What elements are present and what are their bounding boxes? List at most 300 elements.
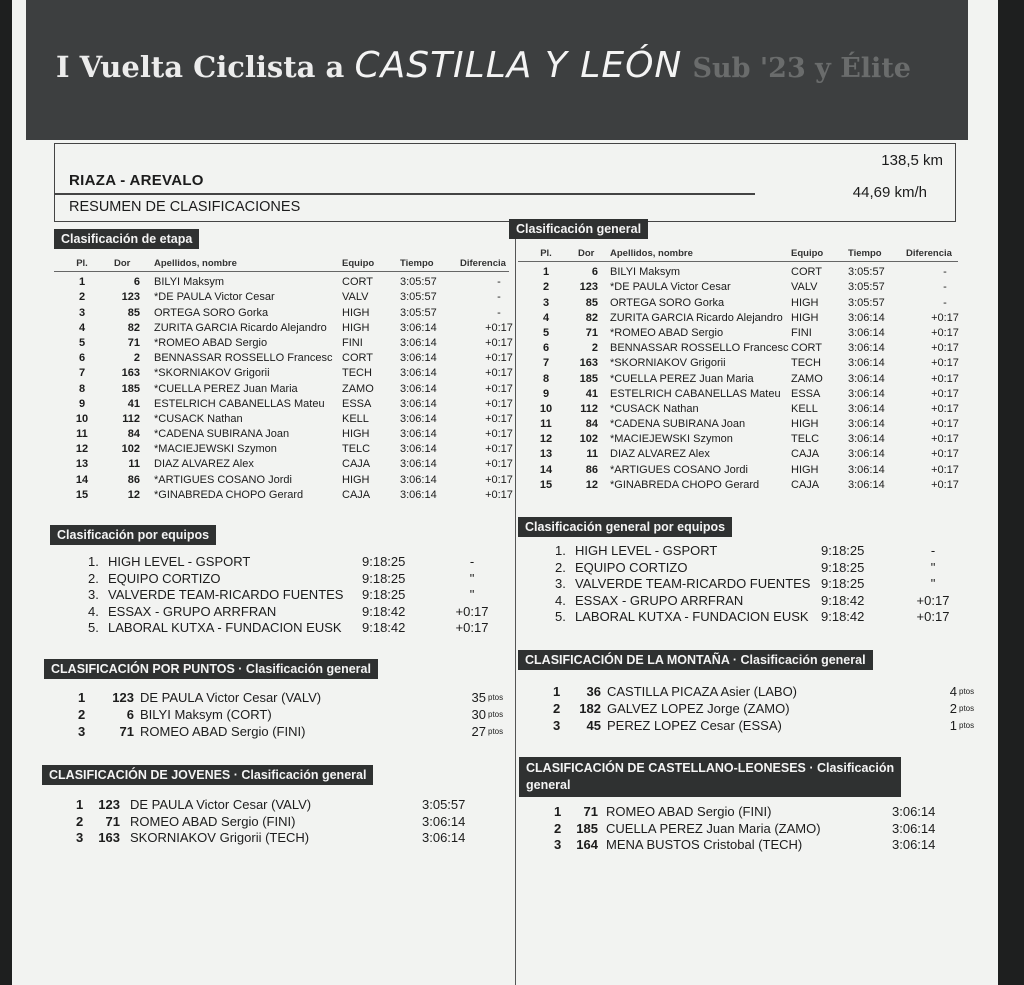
time-gap: +0:17 [485, 367, 513, 380]
team-name: ESSAX - GRUPO ARRFRAN [108, 603, 277, 619]
bib-number: 71 [105, 813, 120, 829]
table-row [518, 341, 958, 356]
col-header-time: Tiempo [848, 248, 882, 259]
team-code: FINI [791, 326, 812, 339]
time: 3:06:14 [848, 357, 885, 370]
rider-name: BILYI Maksym [610, 266, 681, 279]
table-row [518, 326, 958, 341]
list-item [68, 571, 508, 588]
rider-name: *MACIEJEWSKI Szymon [154, 443, 277, 456]
team-position: 1. [555, 543, 566, 558]
time-gap: +0:17 [485, 488, 513, 501]
bib-number: 112 [580, 402, 598, 415]
bib-number: 185 [121, 382, 140, 395]
team-position: 4. [88, 603, 99, 619]
rider-name: CUELLA PEREZ Juan Maria (ZAMO) [606, 820, 821, 836]
bib-number: 11 [128, 458, 140, 471]
time: 3:06:14 [400, 321, 437, 334]
time-gap: +0:17 [931, 448, 959, 461]
time-gap: - [497, 276, 501, 289]
points-classification-list [64, 690, 504, 741]
bib-number: 102 [579, 433, 598, 446]
table-header-row [54, 256, 509, 272]
team-gap: +0:17 [916, 609, 950, 624]
col-header-pl: Pl. [76, 258, 88, 269]
time: 3:06:14 [400, 352, 437, 365]
bib-number: 71 [585, 326, 598, 339]
team-name: VALVERDE TEAM-RICARDO FUENTES [575, 576, 811, 591]
list-item [68, 554, 508, 571]
rider-name: ESTELRICH CABANELLAS Mateu [154, 397, 325, 410]
team-gap: " [930, 576, 936, 591]
bib-number: 12 [585, 478, 598, 491]
time: 3:06:14 [400, 397, 437, 410]
col-header-team: Equipo [791, 248, 824, 259]
team-code: KELL [791, 402, 818, 415]
rider-name: *CUELLA PEREZ Juan Maria [610, 372, 754, 385]
rank: 11 [540, 418, 552, 431]
table-row [54, 473, 513, 488]
team-position: 2. [88, 570, 99, 586]
list-item [64, 707, 504, 724]
position: 3 [553, 718, 561, 733]
table-row [54, 442, 513, 457]
time-gap: +0:17 [931, 357, 959, 370]
time-gap: +0:17 [931, 387, 959, 400]
time: 3:06:14 [400, 382, 437, 395]
time-gap: - [497, 291, 501, 304]
team-position: 3. [555, 576, 566, 591]
rank: 11 [76, 428, 88, 441]
bib-number: 86 [585, 463, 598, 476]
position: 2 [554, 820, 562, 836]
rider-name: *DE PAULA Victor Cesar [610, 281, 731, 294]
team-code: KELL [342, 412, 369, 425]
bib-number: 123 [112, 690, 134, 705]
team-name: HIGH LEVEL - GSPORT [108, 554, 251, 569]
col-header-dor: Dor [114, 258, 131, 269]
time: 3:06:14 [848, 326, 885, 339]
time-gap: +0:17 [931, 418, 959, 431]
rank: 15 [75, 488, 89, 501]
time-gap: +0:17 [485, 412, 513, 425]
time: 3:06:14 [892, 804, 936, 819]
list-item [62, 797, 502, 814]
mountain-classification-header: CLASIFICACIÓN DE LA MONTAÑA · Clasificación general [518, 650, 873, 670]
rider-name: *CADENA SUBIRANA Joan [610, 418, 746, 431]
position: 2 [78, 707, 86, 722]
team-code: HIGH [342, 306, 370, 319]
points-unit: ptos [959, 721, 975, 730]
stage-classification-header: Clasificación de etapa [54, 229, 199, 249]
team-code: CAJA [342, 488, 371, 501]
time-gap: +0:17 [931, 402, 959, 415]
table-row [54, 397, 513, 412]
rank: 12 [75, 443, 89, 456]
rank: 5 [542, 326, 550, 339]
rank: 13 [75, 458, 89, 471]
time: 3:06:14 [892, 837, 936, 852]
stage-distance: 138,5 km [881, 152, 943, 169]
time-gap: +0:17 [485, 458, 513, 471]
bib-number: 71 [127, 336, 140, 349]
time: 3:06:14 [400, 488, 437, 501]
team-code: HIGH [342, 428, 370, 441]
table-row [54, 488, 513, 503]
team-name: VALVERDE TEAM-RICARDO FUENTES [108, 587, 344, 602]
time: 3:05:57 [400, 276, 437, 289]
team-code: HIGH [342, 473, 370, 486]
table-row [54, 366, 513, 381]
time: 3:06:14 [848, 463, 885, 476]
team-gap: +0:17 [455, 620, 489, 635]
team-code: VALV [342, 291, 369, 304]
time-gap: +0:17 [485, 443, 513, 456]
time: 3:06:14 [848, 418, 885, 431]
time-gap: +0:17 [485, 428, 513, 441]
team-name: EQUIPO CORTIZO [108, 570, 221, 586]
points-unit: ptos [959, 704, 975, 713]
team-time: 9:18:25 [821, 543, 865, 558]
rider-name: ROMEO ABAD Sergio (FINI) [140, 724, 306, 739]
list-item [540, 804, 960, 821]
rider-name: PEREZ LOPEZ Cesar (ESSA) [607, 718, 782, 733]
bib-number: 163 [98, 830, 120, 845]
bib-number: 41 [585, 387, 598, 400]
team-code: CAJA [791, 478, 820, 491]
rider-name: *GINABREDA CHOPO Gerard [610, 478, 760, 491]
table-row [518, 402, 958, 417]
table-row [518, 463, 958, 478]
bib-number: 6 [591, 266, 598, 279]
list-item [62, 830, 502, 847]
table-row [54, 427, 513, 442]
bib-number: 123 [121, 291, 140, 304]
position: 2 [553, 701, 561, 716]
table-row [518, 296, 958, 311]
team-code: FINI [342, 336, 363, 349]
team-code: CAJA [791, 448, 820, 461]
rank: 15 [539, 478, 553, 491]
position: 2 [76, 813, 84, 829]
regional-header-line2: general [526, 778, 571, 792]
team-code: VALV [791, 281, 818, 294]
position: 1 [76, 797, 84, 812]
rider-name: *ARTIGUES COSANO Jordi [154, 473, 292, 486]
table-row [54, 290, 509, 305]
time-gap: +0:17 [485, 336, 513, 349]
col-header-team: Equipo [342, 258, 375, 269]
time: 3:06:14 [848, 387, 885, 400]
table-row [518, 447, 958, 462]
table-row [54, 412, 513, 427]
event-banner [26, 0, 968, 140]
rank: 7 [542, 357, 550, 370]
stage-route: RIAZA - AREVALO [69, 172, 204, 189]
table-row [54, 306, 509, 321]
rider-name: SKORNIAKOV Grigorii (TECH) [130, 830, 310, 845]
col-header-pl: Pl. [540, 248, 552, 259]
list-item [540, 837, 960, 854]
team-classification-list [68, 554, 508, 637]
bib-number: 2 [591, 342, 598, 355]
team-gap: " [469, 587, 475, 602]
time-gap: - [497, 306, 501, 319]
time-gap: +0:17 [931, 372, 959, 385]
regional-classification-list [540, 804, 960, 854]
points-unit: ptos [488, 727, 504, 736]
team-code: CORT [791, 266, 822, 279]
general-classification-header: Clasificación general [509, 219, 648, 239]
team-name: HIGH LEVEL - GSPORT [575, 543, 718, 558]
team-gap: +0:17 [455, 603, 489, 619]
team-name: LABORAL KUTXA - FUNDACION EUSK [575, 609, 809, 624]
points-unit: ptos [488, 693, 504, 702]
list-item [68, 587, 508, 604]
rider-name: DIAZ ALVAREZ Alex [610, 448, 710, 461]
time: 3:05:57 [422, 797, 466, 812]
list-item [537, 543, 957, 560]
col-header-diff: Diferencia [906, 248, 952, 259]
team-time: 9:18:42 [821, 592, 865, 608]
time: 3:05:57 [848, 296, 885, 309]
mountain-classification-list [537, 684, 975, 735]
rank: 13 [539, 448, 553, 461]
table-row [518, 311, 958, 326]
table-row [54, 336, 513, 351]
col-header-name: Apellidos, nombre [154, 258, 237, 269]
list-item [537, 701, 975, 718]
time: 3:06:14 [400, 443, 437, 456]
list-item [537, 609, 957, 626]
rider-name: *SKORNIAKOV Grigorii [154, 367, 270, 380]
rank: 1 [542, 266, 550, 279]
time-gap: - [943, 266, 947, 279]
event-title-category: Sub '23 y Élite [692, 53, 911, 84]
event-title-part1: I Vuelta Ciclista a [56, 50, 345, 84]
bib-number: 123 [579, 281, 598, 294]
position: 3 [76, 830, 84, 845]
rider-name: BILYI Maksym [154, 276, 225, 289]
team-position: 5. [88, 620, 99, 635]
rank: 14 [539, 463, 553, 476]
rank: 10 [75, 412, 89, 425]
bib-number: 12 [127, 488, 140, 501]
rank: 8 [78, 382, 86, 395]
rider-name: BILYI Maksym (CORT) [140, 707, 272, 722]
team-code: ZAMO [342, 382, 374, 395]
bib-number: 45 [586, 718, 601, 733]
time: 3:06:14 [848, 402, 885, 415]
rider-name: DE PAULA Victor Cesar (VALV) [130, 797, 312, 812]
points-unit: ptos [959, 687, 975, 696]
rank: 4 [542, 311, 550, 324]
col-header-time: Tiempo [400, 258, 434, 269]
time-gap: - [943, 281, 947, 294]
team-code: HIGH [791, 418, 819, 431]
bib-number: 71 [119, 724, 134, 739]
rider-name: GALVEZ LOPEZ Jorge (ZAMO) [607, 701, 790, 716]
divider [55, 193, 755, 195]
col-header-name: Apellidos, nombre [610, 248, 693, 259]
summary-title: RESUMEN DE CLASIFICACIONES [69, 199, 301, 215]
rank: 14 [75, 473, 89, 486]
list-item [68, 604, 508, 621]
list-item [537, 560, 957, 577]
time: 3:06:14 [400, 412, 437, 425]
stage-info-box [54, 143, 956, 222]
rank: 6 [78, 352, 86, 365]
rider-name: *ARTIGUES COSANO Jordi [610, 463, 748, 476]
points-value: 2 [949, 701, 957, 716]
bib-number: 112 [122, 412, 140, 425]
team-position: 5. [555, 609, 566, 624]
rider-name: DIAZ ALVAREZ Alex [154, 458, 254, 471]
list-item [537, 593, 957, 610]
points-value: 35 [471, 690, 486, 705]
rank: 10 [539, 402, 553, 415]
list-item [62, 814, 502, 831]
position: 1 [554, 804, 562, 819]
time-gap: +0:17 [931, 326, 959, 339]
time: 3:06:14 [400, 458, 437, 471]
team-time: 9:18:25 [821, 559, 865, 575]
rank: 8 [542, 372, 550, 385]
results-sheet [12, 0, 998, 985]
team-gap: " [469, 570, 475, 586]
time: 3:06:14 [422, 830, 466, 845]
team-gap: +0:17 [916, 592, 950, 608]
rank: 3 [78, 306, 86, 319]
time: 3:05:57 [400, 306, 437, 319]
team-code: CAJA [342, 458, 371, 471]
team-position: 1. [88, 554, 99, 569]
bib-number: 163 [579, 357, 598, 370]
bib-number: 163 [121, 367, 140, 380]
rank: 6 [542, 342, 550, 355]
rank: 7 [78, 367, 86, 380]
table-row [518, 265, 958, 280]
bib-number: 11 [586, 448, 598, 461]
col-header-diff: Diferencia [460, 258, 506, 269]
regional-header-line1: CLASIFICACIÓN DE CASTELLANO-LEONESES · Clasificación [526, 761, 895, 775]
time: 3:06:14 [400, 428, 437, 441]
bib-number: 82 [127, 321, 140, 334]
time: 3:06:14 [848, 433, 885, 446]
bib-number: 36 [586, 684, 601, 699]
bib-number: 185 [579, 372, 598, 385]
time: 3:06:14 [848, 478, 885, 491]
col-header-dor: Dor [578, 248, 595, 259]
rank: 9 [78, 397, 86, 410]
team-code: ESSA [791, 387, 821, 400]
team-name: EQUIPO CORTIZO [575, 559, 688, 575]
bib-number: 185 [576, 820, 598, 836]
youth-classification-list [62, 797, 502, 847]
team-classification-header: Clasificación por equipos [50, 525, 216, 545]
rider-name: MENA BUSTOS Cristobal (TECH) [606, 837, 803, 852]
rider-name: BENNASSAR ROSSELLO Francesc [610, 342, 789, 355]
rider-name: *DE PAULA Victor Cesar [154, 291, 275, 304]
team-code: TELC [342, 443, 371, 456]
table-row [518, 417, 958, 432]
rider-name: ORTEGA SORO Gorka [610, 296, 725, 309]
table-row [54, 275, 509, 290]
time-gap: +0:17 [931, 433, 959, 446]
team-time: 9:18:42 [362, 620, 406, 635]
time: 3:06:14 [848, 342, 885, 355]
bib-number: 84 [585, 418, 598, 431]
team-name: LABORAL KUTXA - FUNDACION EUSK [108, 620, 342, 635]
event-title-region: CASTILLA Y LEÓN [354, 45, 683, 86]
team-code: HIGH [342, 321, 370, 334]
table-row [518, 280, 958, 295]
time-gap: +0:17 [485, 382, 513, 395]
time: 3:06:14 [848, 311, 885, 324]
rider-name: ESTELRICH CABANELLAS Mateu [610, 387, 781, 400]
bib-number: 82 [585, 311, 598, 324]
rider-name: ZURITA GARCIA Ricardo Alejandro [154, 321, 327, 334]
list-item [537, 718, 975, 735]
rider-name: *ROMEO ABAD Sergio [154, 336, 268, 349]
time: 3:05:57 [400, 291, 437, 304]
rider-name: DE PAULA Victor Cesar (VALV) [140, 690, 322, 705]
rider-name: ZURITA GARCIA Ricardo Alejandro [610, 311, 783, 324]
table-header-row [518, 246, 958, 262]
table-row [518, 387, 958, 402]
time-gap: +0:17 [931, 463, 959, 476]
team-code: ESSA [342, 397, 372, 410]
bib-number: 2 [133, 352, 140, 365]
points-value: 1 [949, 718, 957, 733]
team-gap: " [930, 559, 936, 575]
points-value: 30 [471, 707, 486, 722]
list-item [537, 684, 975, 701]
bib-number: 84 [127, 428, 140, 441]
bib-number: 102 [121, 443, 140, 456]
table-row [54, 321, 513, 336]
team-code: CORT [791, 342, 822, 355]
team-gap: - [469, 554, 475, 569]
list-item [64, 690, 504, 707]
rider-name: *CUELLA PEREZ Juan Maria [154, 382, 298, 395]
time-gap: +0:17 [485, 397, 513, 410]
bib-number: 85 [127, 306, 140, 319]
time-gap: +0:17 [485, 352, 513, 365]
rider-name: BENNASSAR ROSSELLO Francesc [154, 352, 333, 365]
time-gap: +0:17 [931, 342, 959, 355]
youth-classification-header: CLASIFICACIÓN DE JOVENES · Clasificación general [42, 765, 373, 785]
team-code: TELC [791, 433, 820, 446]
rank: 1 [78, 276, 86, 289]
points-classification-header: CLASIFICACIÓN POR PUNTOS · Clasificación general [44, 659, 378, 679]
rank: 9 [542, 387, 550, 400]
points-unit: ptos [488, 710, 504, 719]
bib-number: 6 [126, 707, 134, 722]
general-classification-table [518, 246, 958, 493]
team-code: HIGH [791, 463, 819, 476]
bib-number: 6 [133, 276, 140, 289]
team-time: 9:18:42 [362, 603, 406, 619]
position: 3 [554, 837, 562, 852]
team-time: 9:18:25 [821, 576, 865, 591]
bib-number: 182 [579, 701, 601, 716]
list-item [537, 576, 957, 593]
bib-number: 164 [576, 837, 598, 852]
points-value: 27 [471, 724, 486, 739]
time: 3:06:14 [400, 336, 437, 349]
team-position: 2. [555, 559, 566, 575]
